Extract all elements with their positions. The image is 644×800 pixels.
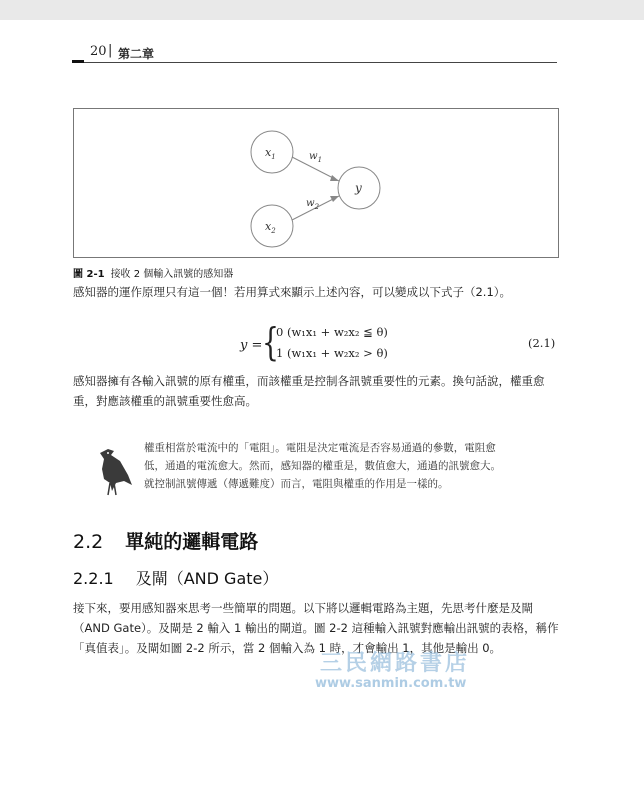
- arrowhead-w2: [330, 196, 339, 202]
- equation-2-1: [240, 320, 560, 372]
- perceptron-figure: [73, 108, 559, 258]
- label-x2: $x_2$: [265, 220, 276, 235]
- label-x1: $x_1$: [265, 146, 276, 161]
- caption-text: 接收 2 個輸入訊號的感知器: [110, 269, 234, 280]
- header-rule: [84, 62, 557, 63]
- paragraph-2: 感知器擁有各輸入訊號的原有權重，而該權重是控制各訊號重要性的元素。換句話說，權重愈重，對應該權重的訊號重要性愈高。: [73, 374, 545, 408]
- header-marker: [72, 60, 84, 63]
- watermark-url: www.sanmin.com.tw: [315, 676, 467, 691]
- figure-caption: [73, 265, 233, 280]
- book-page: [0, 20, 644, 800]
- watermark-text: 三民網路書店: [320, 650, 471, 676]
- equation-number: (2.1): [528, 336, 556, 350]
- caption-id: 圖 2-1: [73, 269, 105, 280]
- label-w1: $w_1$: [309, 151, 323, 164]
- chapter-title: 第二章: [118, 47, 155, 61]
- subsection-title: 及閘（AND Gate）: [135, 569, 279, 588]
- note-box: [94, 441, 514, 519]
- arrowhead-w1: [330, 175, 339, 181]
- label-y: y: [355, 181, 362, 195]
- paragraph-1: 感知器的運作原理只有這一個！若用算式來顯示上述內容，可以變成以下式子（2.1）。: [73, 285, 512, 299]
- top-band: [0, 0, 644, 20]
- subsection-number: 2.2.1: [73, 569, 114, 588]
- input-node-x1: [251, 131, 293, 173]
- equation-case-1: 0 (w₁x₁ + w₂x₂ ≦ θ): [276, 325, 388, 339]
- page-number: 20: [90, 44, 107, 59]
- equation-lhs: y =: [240, 338, 263, 353]
- section-heading: [73, 527, 258, 554]
- equation-brace: {: [262, 320, 279, 364]
- label-w2: $w_2$: [306, 198, 320, 211]
- header-separator: |: [108, 43, 113, 58]
- section-title: 單純的邏輯電路: [125, 531, 259, 553]
- crow-icon: [94, 445, 134, 497]
- equation-case-2: 1 (w₁x₁ + w₂x₂ > θ): [276, 346, 388, 360]
- note-text: 權重相當於電流中的「電阻」。電阻是決定電流是否容易通過的參數，電阻愈低，通過的電流愈大。然而，感知器的權重是，數值愈大，通過的訊號愈大。就控制訊號傳遞（傳遞難度）而言，電阻與權重的作用是一樣的。: [144, 442, 501, 490]
- section-number: 2.2: [73, 531, 104, 553]
- subsection-heading: [73, 566, 278, 589]
- perceptron-diagram: [74, 109, 558, 257]
- paragraph-3: 接下來，要用感知器來思考一些簡單的問題。以下將以邏輯電路為主題，先思考什麼是及閘（AND Gate）。及閘是 2 輸入 1 輸出的閘道。圖 2-2 這種輸入訊號對應輸出訊號的表格，稱作「真值表」。及閘如圖 2-2 所示，當 2 個輸入為 1 時，才會輸出 1，其他是輸出 0。: [73, 601, 559, 655]
- page-header: [72, 42, 557, 66]
- input-node-x2: [251, 205, 293, 247]
